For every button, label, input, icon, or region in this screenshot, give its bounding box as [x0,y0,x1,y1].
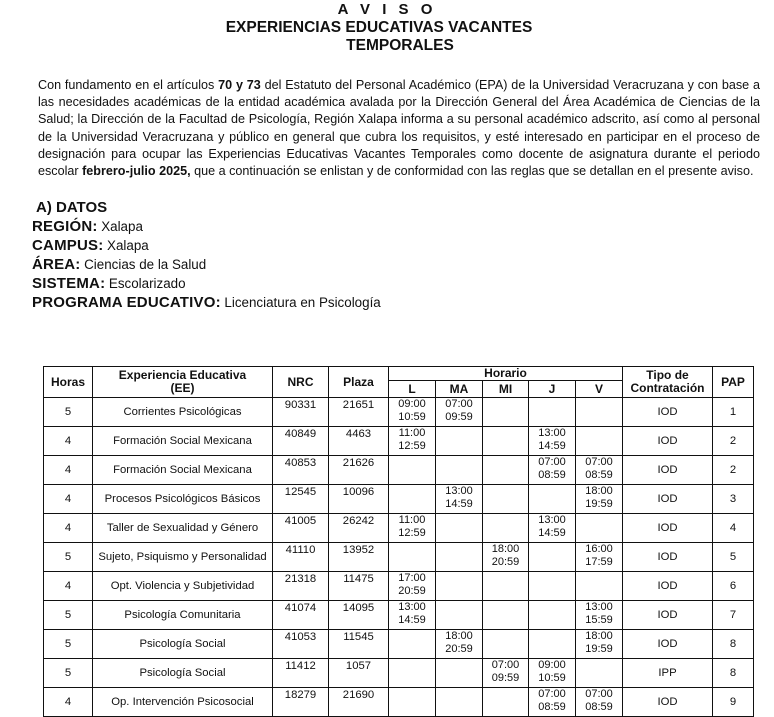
cell-ee: Corrientes Psicológicas [93,398,273,427]
cell-time-j [529,398,576,427]
time-start: 13:00 [538,514,566,526]
cell-time-l [389,398,436,427]
table-row [44,572,754,601]
table-header-row [44,367,754,381]
time-start: 18:00 [585,485,613,497]
cell-time-ma [436,514,483,543]
notice-label: A V I S O [337,1,437,18]
cell-time-ma [436,630,483,659]
cell-pap: 7 [713,601,754,630]
datos-field-sistema [32,274,381,293]
datos-section [32,198,381,312]
cell-plaza: 13952 [329,543,389,572]
cell-pap: 2 [713,427,754,456]
time-start: 09:00 [538,659,566,671]
cell-plaza: 14095 [329,601,389,630]
cell-horas: 5 [44,543,93,572]
time-end: 20:59 [398,584,426,597]
cell-pap: 8 [713,630,754,659]
time-end: 14:59 [445,497,473,510]
cell-time-mi [483,630,529,659]
cell-time-v [576,456,623,485]
cell-time-j [529,688,576,717]
col-header-tipo [623,367,713,398]
time-end: 12:59 [398,439,426,452]
cell-plaza: 10096 [329,485,389,514]
cell-time-ma [436,572,483,601]
cell-time-j [529,514,576,543]
cell-pap: 1 [713,398,754,427]
cell-time-ma [436,601,483,630]
cell-time-l [389,630,436,659]
datos-label: ÁREA: [32,256,81,273]
cell-plaza: 1057 [329,659,389,688]
notice-title-line1: EXPERIENCIAS EDUCATIVAS VACANTES [225,19,533,36]
table-body [44,398,754,717]
cell-time-ma [436,427,483,456]
cell-time-l [389,514,436,543]
cell-time-v [576,601,623,630]
time-start: 18:00 [445,630,473,642]
cell-horas: 4 [44,688,93,717]
cell-ee: Psicología Comunitaria [93,601,273,630]
col-header-horario: Horario [389,367,623,381]
table-row [44,398,754,427]
cell-horas: 4 [44,427,93,456]
time-start: 16:00 [585,543,613,555]
cell-plaza: 21626 [329,456,389,485]
time-start: 07:00 [585,688,613,700]
cell-time-v [576,398,623,427]
time-end: 20:59 [491,555,520,568]
time-start: 09:00 [398,398,426,410]
cell-time-j [529,630,576,659]
cell-time-l [389,485,436,514]
cell-time-mi [483,659,529,688]
cell-ee: Formación Social Mexicana [93,427,273,456]
cell-pap: 3 [713,485,754,514]
table-row [44,630,754,659]
intro-paragraph [38,77,760,180]
datos-section-title: A) DATOS [36,199,108,216]
time-start: 13:00 [398,601,426,613]
datos-field-programa [32,293,381,312]
table-row [44,688,754,717]
time-end: 14:59 [538,526,566,539]
time-start: 07:00 [585,456,613,468]
cell-time-v [576,543,623,572]
cell-tipo: IOD [623,514,713,543]
time-start: 07:00 [491,659,520,671]
cell-time-ma [436,688,483,717]
cell-ee: Procesos Psicológicos Básicos [93,485,273,514]
cell-nrc: 90331 [273,398,329,427]
cell-time-mi [483,427,529,456]
cell-time-v [576,630,623,659]
col-header-day-j: J [529,381,576,398]
col-header-ee-line2: (EE) [170,381,195,395]
cell-time-ma [436,543,483,572]
col-header-day-v: V [576,381,623,398]
datos-field-campus [32,236,381,255]
cell-plaza: 4463 [329,427,389,456]
table-row [44,427,754,456]
cell-nrc: 11412 [273,659,329,688]
cell-tipo: IOD [623,688,713,717]
vacancies-table [43,366,754,717]
cell-nrc: 40853 [273,456,329,485]
cell-pap: 5 [713,543,754,572]
datos-field-region [32,217,381,236]
cell-nrc: 18279 [273,688,329,717]
cell-time-j [529,485,576,514]
datos-field-area [32,255,381,274]
cell-tipo: IPP [623,659,713,688]
time-start: 17:00 [398,572,426,584]
time-end: 19:59 [585,497,613,510]
cell-time-mi [483,688,529,717]
time-end: 10:59 [398,410,426,423]
time-start: 13:00 [585,601,613,613]
cell-ee: Op. Intervención Psicosocial [93,688,273,717]
datos-label: SISTEMA: [32,275,106,292]
cell-horas: 5 [44,601,93,630]
cell-tipo: IOD [623,601,713,630]
cell-nrc: 21318 [273,572,329,601]
cell-time-ma [436,398,483,427]
cell-tipo: IOD [623,427,713,456]
time-end: 08:59 [585,700,613,713]
cell-time-l [389,456,436,485]
cell-nrc: 41005 [273,514,329,543]
cell-pap: 9 [713,688,754,717]
cell-horas: 4 [44,514,93,543]
time-end: 12:59 [398,526,426,539]
col-header-pap: PAP [713,367,754,398]
intro-period: febrero-julio 2025, [82,164,191,179]
cell-tipo: IOD [623,485,713,514]
time-end: 08:59 [538,700,566,713]
datos-label: CAMPUS: [32,237,104,254]
cell-time-mi [483,398,529,427]
time-start: 13:00 [445,485,473,497]
cell-time-v [576,572,623,601]
col-header-tipo-line2: Contratación [630,381,705,395]
col-header-ee-line1: Experiencia Educativa [118,368,247,382]
time-end: 14:59 [398,613,426,626]
cell-plaza: 21651 [329,398,389,427]
cell-time-l [389,688,436,717]
time-end: 08:59 [538,468,566,481]
cell-plaza: 21690 [329,688,389,717]
cell-horas: 5 [44,398,93,427]
cell-time-j [529,659,576,688]
cell-ee: Taller de Sexualidad y Género [93,514,273,543]
cell-time-mi [483,543,529,572]
cell-tipo: IOD [623,572,713,601]
notice-title-line2: TEMPORALES [346,37,454,54]
time-start: 11:00 [398,514,426,526]
time-end: 08:59 [585,468,613,481]
col-header-day-mi: MI [483,381,529,398]
col-header-nrc: NRC [273,367,329,398]
col-header-day-l: L [389,381,436,398]
cell-tipo: IOD [623,398,713,427]
cell-nrc: 41074 [273,601,329,630]
time-start: 18:00 [585,630,613,642]
time-end: 09:59 [445,410,473,423]
table-row [44,543,754,572]
table-row [44,659,754,688]
cell-tipo: IOD [623,630,713,659]
cell-time-mi [483,572,529,601]
cell-horas: 5 [44,659,93,688]
cell-time-mi [483,514,529,543]
cell-time-mi [483,485,529,514]
cell-time-l [389,659,436,688]
cell-ee: Formación Social Mexicana [93,456,273,485]
table-row [44,456,754,485]
cell-time-ma [436,456,483,485]
time-end: 10:59 [538,671,566,684]
time-end: 15:59 [585,613,613,626]
cell-time-l [389,572,436,601]
time-start: 13:00 [538,427,566,439]
time-end: 14:59 [538,439,566,452]
cell-time-v [576,659,623,688]
time-start: 07:00 [538,688,566,700]
cell-pap: 6 [713,572,754,601]
cell-nrc: 12545 [273,485,329,514]
col-header-tipo-line1: Tipo de [646,368,689,382]
datos-value: Xalapa [107,238,149,253]
cell-time-l [389,601,436,630]
cell-time-mi [483,601,529,630]
cell-ee: Psicología Social [93,659,273,688]
cell-tipo: IOD [623,456,713,485]
datos-value: Licenciatura en Psicología [224,295,381,310]
datos-label: REGIÓN: [32,218,98,235]
cell-time-j [529,572,576,601]
cell-time-j [529,427,576,456]
cell-time-l [389,427,436,456]
cell-ee: Opt. Violencia y Subjetividad [93,572,273,601]
time-end: 19:59 [585,642,613,655]
cell-time-j [529,543,576,572]
table-row [44,514,754,543]
col-header-ee [93,367,273,398]
datos-value: Xalapa [101,219,143,234]
cell-pap: 2 [713,456,754,485]
cell-ee: Psicología Social [93,630,273,659]
cell-plaza: 11475 [329,572,389,601]
cell-time-v [576,688,623,717]
col-header-horas: Horas [44,367,93,398]
datos-value: Escolarizado [108,276,186,291]
table-row [44,485,754,514]
cell-time-v [576,485,623,514]
cell-nrc: 41110 [273,543,329,572]
intro-text-2: del Estatuto del Personal Académico (EPA) de la Universidad Veracruzana y con base a las necesidades académicas de la entidad académica avalada por la Dirección General del Área Académica de Ciencias de la Salud; la Dirección de la Facultad de Psicología, Región Xalapa informa a su personal académico adscrito, así como al personal de la Universidad Veracruzana y público en general que cubra los requisitos, y esté interesado en participar en el proceso de designación para ocupar las Experiencias Educativas Vacantes Temporales como docente de asignatura durante el periodo escolar [38,78,760,179]
cell-time-l [389,543,436,572]
time-end: 20:59 [445,642,473,655]
cell-time-ma [436,485,483,514]
time-end: 09:59 [491,671,520,684]
time-start: 11:00 [398,427,426,439]
cell-plaza: 11545 [329,630,389,659]
cell-horas: 4 [44,485,93,514]
intro-text-3: que a continuación se enlistan y de conformidad con las reglas que se detallan en el presente aviso. [190,164,754,179]
time-end: 17:59 [585,555,613,568]
cell-nrc: 41053 [273,630,329,659]
cell-time-j [529,601,576,630]
cell-time-v [576,427,623,456]
table-row [44,601,754,630]
cell-time-ma [436,659,483,688]
cell-time-j [529,456,576,485]
cell-time-v [576,514,623,543]
cell-time-mi [483,456,529,485]
col-header-plaza: Plaza [329,367,389,398]
cell-horas: 5 [44,630,93,659]
col-header-day-ma: MA [436,381,483,398]
time-start: 18:00 [491,543,520,555]
datos-label: PROGRAMA EDUCATIVO: [32,294,221,311]
cell-pap: 4 [713,514,754,543]
cell-ee: Sujeto, Psiquismo y Personalidad [93,543,273,572]
cell-horas: 4 [44,456,93,485]
intro-articles: 70 y 73 [218,78,261,92]
cell-pap: 8 [713,659,754,688]
cell-plaza: 26242 [329,514,389,543]
cell-nrc: 40849 [273,427,329,456]
intro-text-1: Con fundamento en el artículos [38,78,219,92]
cell-horas: 4 [44,572,93,601]
time-start: 07:00 [538,456,566,468]
cell-tipo: IOD [623,543,713,572]
time-start: 07:00 [445,398,473,410]
datos-value: Ciencias de la Salud [84,257,207,272]
